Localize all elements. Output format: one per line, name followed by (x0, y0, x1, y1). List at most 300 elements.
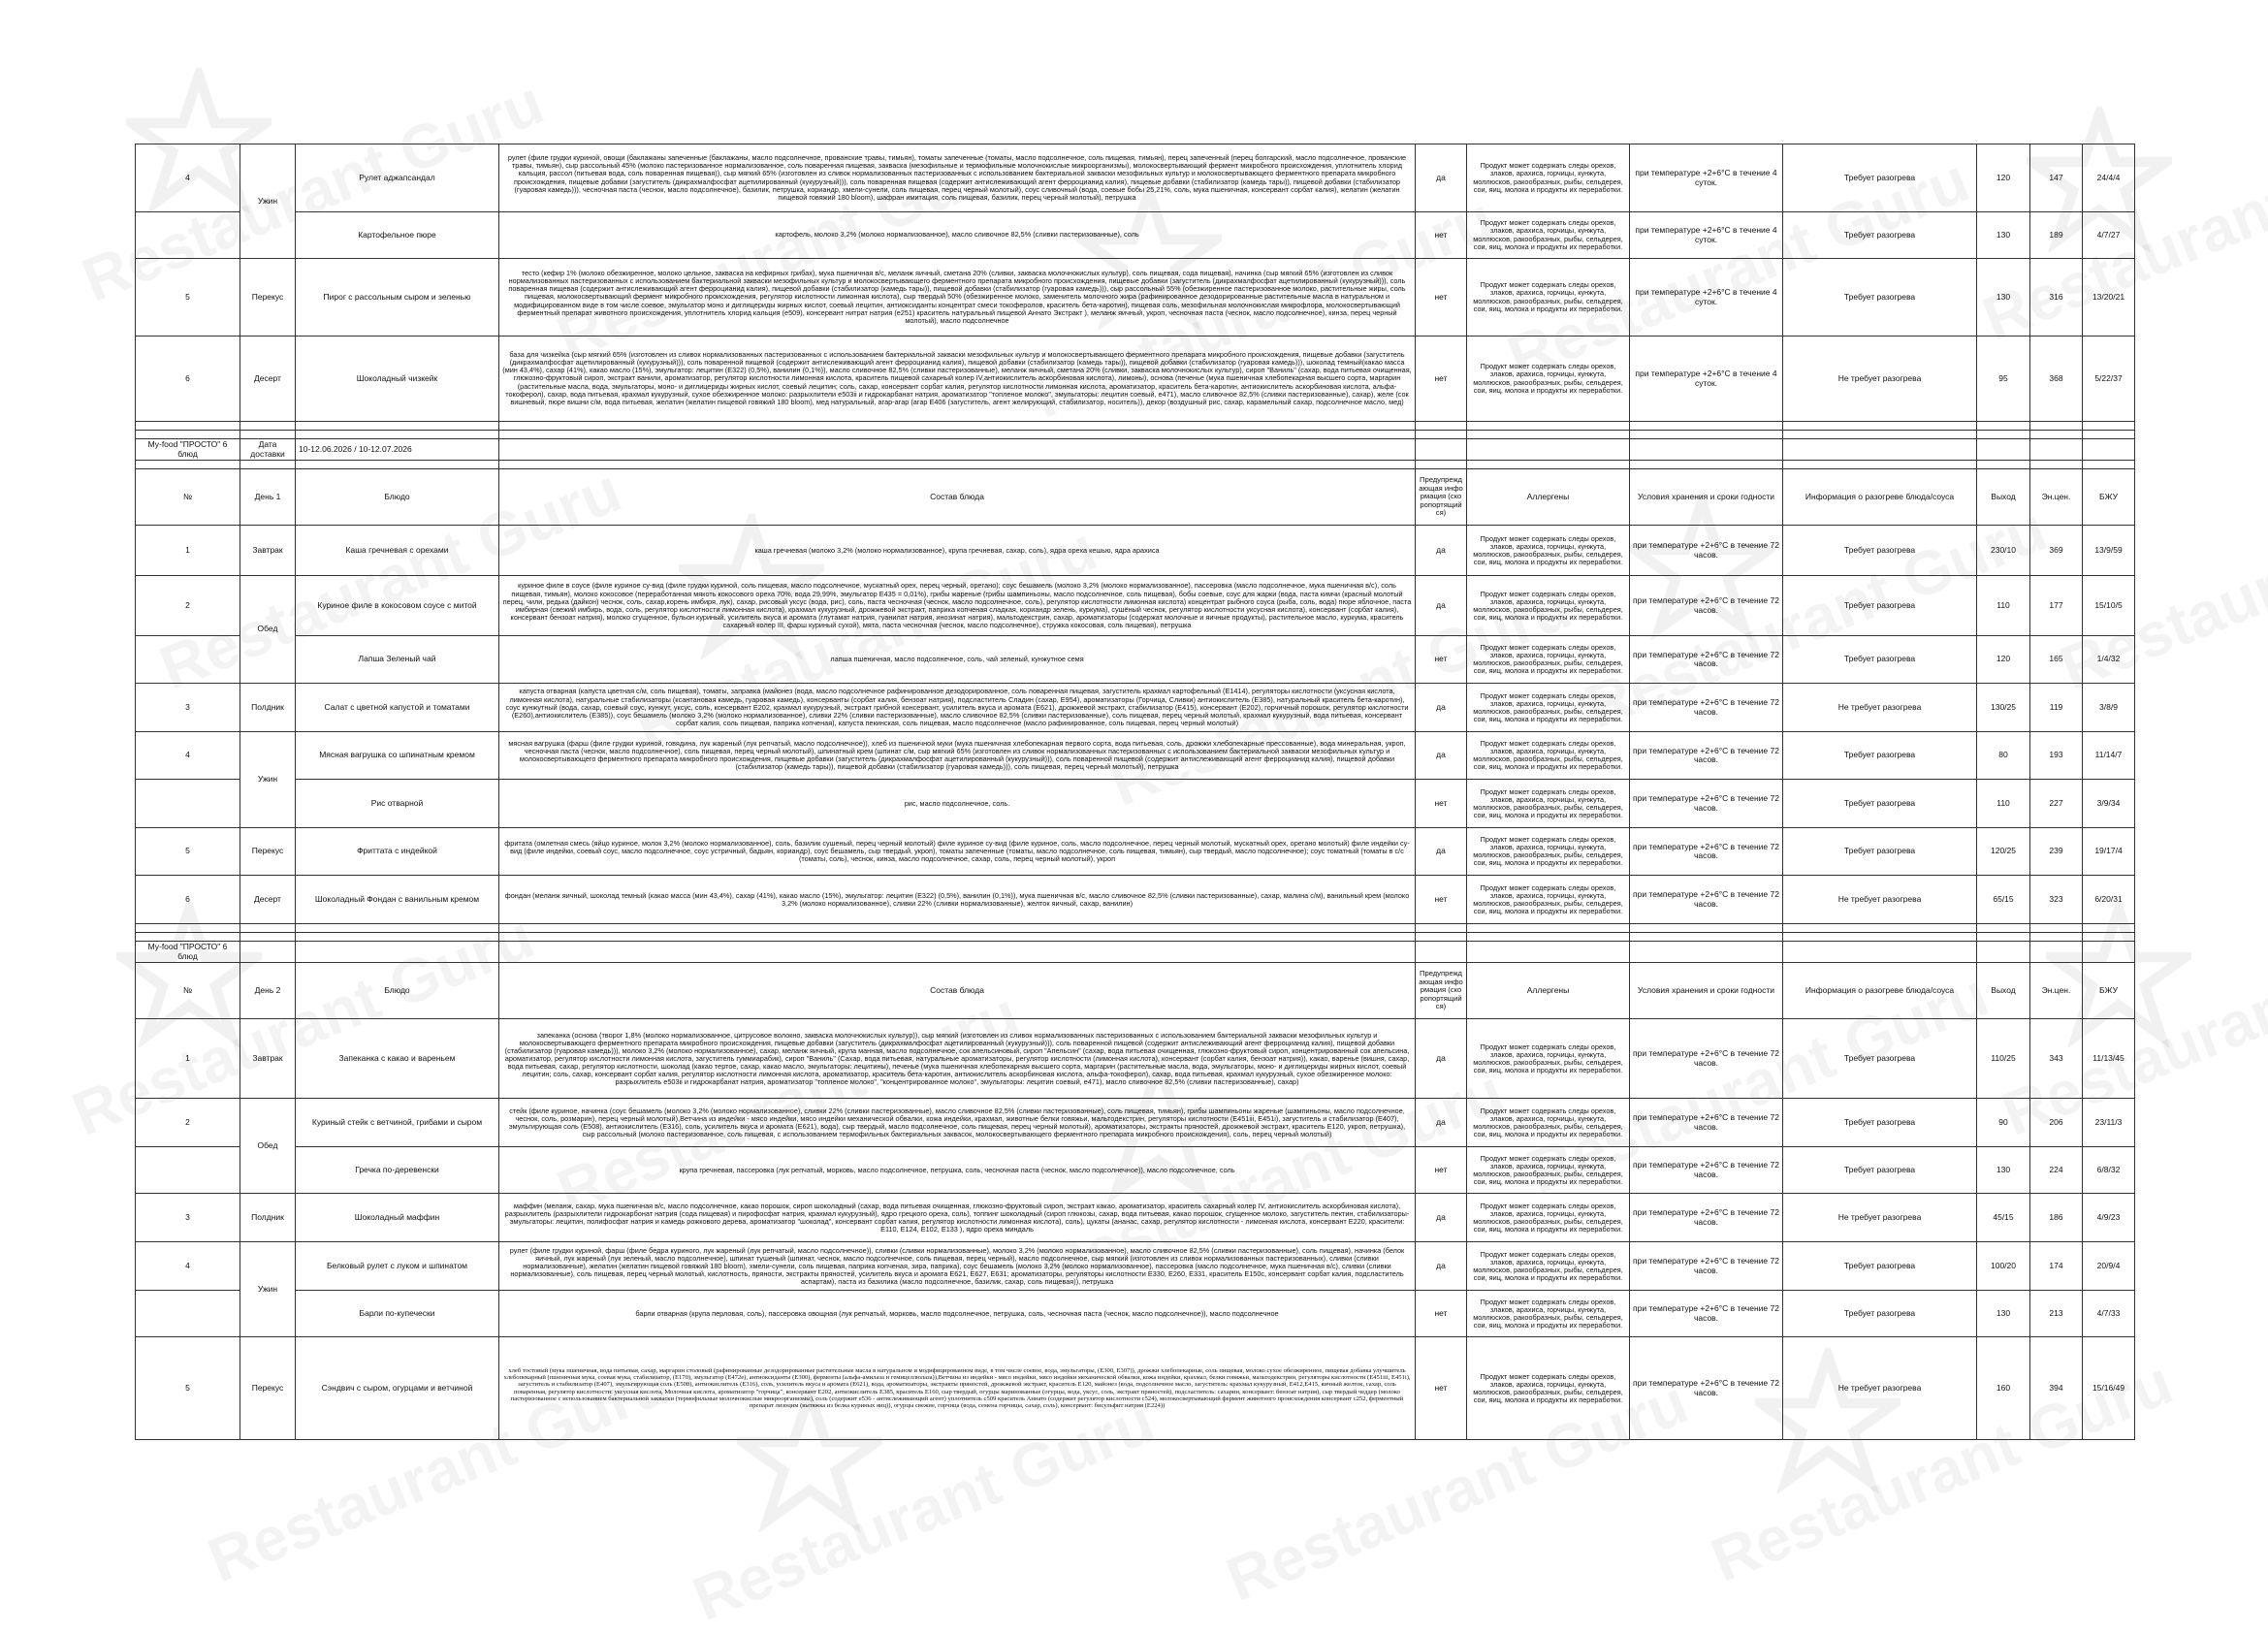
energy-value: 119 (2030, 684, 2083, 732)
dish-number: 2 (136, 1099, 240, 1147)
empty-cell (1467, 924, 1630, 933)
storage-conditions: при температуре +2+6°С в течение 72 часов. (1630, 1337, 1783, 1440)
dish-number: 6 (136, 337, 240, 422)
dish-number: 5 (136, 828, 240, 876)
storage-conditions: при температуре +2+6°С в течение 72 часов. (1630, 1147, 1783, 1194)
reheat-info: Требует разогрева (1783, 259, 1977, 337)
column-header-warning: Предупреждающая информация (скоропортящийся) (1416, 469, 1467, 526)
empty-cell (2083, 422, 2135, 431)
energy-value: 323 (2030, 876, 2083, 924)
meal-label: Ужин (240, 1242, 296, 1337)
bju-value: 13/20/21 (2083, 259, 2135, 337)
empty-cell (240, 431, 296, 439)
empty-cell (1783, 942, 1977, 963)
program-name: My-food "ПРОСТО" 6 блюд (136, 439, 240, 461)
yield-value: 130 (1977, 1291, 2030, 1337)
yield-value: 80 (1977, 732, 2030, 780)
allergens-text: Продукт может содержать следы орехов, злаков, арахиса, горчицы, кунжута, моллюсков, ракообразных, рыбы, сельдерея, сои, яиц, молока и продукты их переработки. (1467, 732, 1630, 780)
allergens-text: Продукт может содержать следы орехов, злаков, арахиса, горчицы, кунжута, моллюсков, ракообразных, рыбы, сельдерея, сои, яиц, молока и продукты их переработки. (1467, 337, 1630, 422)
empty-cell (1977, 933, 2030, 942)
dish-composition: рулет (филе грудки куриной, фарш (филе бедра куриного, лук жареный (лук репчатый, масло подсолнечное)), сливки (сливки нормализованные), молоко 3,2% (молоко нормализованное), масло сливочное 82,5% (сливки пастеризованные), соль пищевая), начинка (белок яичный, лук жареный (лук зеленый, масло подсолнечное), шпинат тушеный (шпинат, чеснок, масло подсолнечное, соль пищевая, перец черный), масло подсолнечное, сыр мягкий (изготовлен из сливок нормализованных пастеризованных), сливки (сливки нормализованные), желатин (желатин пищевой говяжий 180 bloom), хмели-сунели, соль пищевая, паприка копченая, зира, паприка), соус бешамель (молоко 3,2% (молоко нормализованное), пассеровка (масло подсолнечное, мука пшеничная в/с), сливки (сливки нормализованные), соль пищевая, перец черный молотый, кислотность, пряности, экстракты пряностей, усилитель вкуса и аромата E621, E627, E631; ароматизаторы, регуляторы кислотности E330, E260, E331, краситель E150c, консервант сорбат калия, подсластитель аспартам), паста из базилика (масло подсолнечное, базилик, сахар, соль пищевая)), петрушка (499, 1242, 1416, 1291)
dish-composition: капуста отварная (капуста цветная с/м, соль пищевая), томаты, заправка (майонез (вода, масло подсолнечное рафинированное дезодорированное, соль поваренная пищевая, загуститель крахмал картофельный (E1414), регуляторы кислотности (уксусная кислота, лимонная кислота), натуральные стабилизаторы (ксантановая камедь, гуаровая камедь), консерванты (сорбат калия, бензоат натрия), подсластитель Сладин (сахар, E954), ароматизаторы (Горчица, Сливки) антиокислитель (E385), натуральный краситель бета-каротин), соус кунжутный (вода, сахар, соевый соус, кунжут, уксус, соль, консервант E202, крахмал кукурузный, экстракт грибной консервант, усилитель вкуса и аромата (E621), дрожжевой экстракт, стабилизатор (E415), консервант (E202), горчичный порошок, регулятор кислотности (E260),антиокислитель (E385)), соус бешамель (молоко 3,2% (молоко нормализованное), сливки 22% (сливки пастеризованные), масло сливочное 82,5% (сливки пастеризованные), соль пищевая, перец черный молотый, крахмал кукурузный, вода питьевая, консервант сорбат калия, соль пищевая, паприка копченая), капуста пекинская, соль пищевая, масло подсолнечное (масло рафинированное, соль пищевая, перец черный молотый) (499, 684, 1416, 732)
empty-cell (240, 924, 296, 933)
column-header-composition: Состав блюда (499, 469, 1416, 526)
meal-label: Ужин (240, 732, 296, 828)
bju-value: 20/9/4 (2083, 1242, 2135, 1291)
bju-value: 3/9/34 (2083, 780, 2135, 828)
column-header-dish: Блюдо (296, 469, 499, 526)
empty-cell (1977, 461, 2030, 469)
yield-value: 230/10 (1977, 526, 2030, 576)
column-header-warning: Предупреждающая информация (скоропортящийся) (1416, 963, 1467, 1019)
column-header-energy: Эн.цен. (2030, 963, 2083, 1019)
bju-value: 19/17/4 (2083, 828, 2135, 876)
dish-composition: хлеб тостовый (мука пшеничная, вода питьевая, сахар, маргарин столовый (рафинированные дезодорированные растительные масла в натуральном и модифицированном виде, в том числе соевое, вода, эмульгаторы, (E300, E307)), дрожжи хлебопекарные, соль пищевая, молоко сухое обезжиренное, пищевая добавка улучшитель хлебопекарный (пшеничная мука, соевая мука, стабилизатор, (E170), эмульгатор (E472e), антиоксиданты (E300), ферменты (альфа-амилаза и гемицеллюлаза)),Ветчина из индейки - мясо индейки, мясо индейки механической обвалки, кожа индейки, крахмал, белки говяжьи, мальтодекстрин, регуляторы кислотности (E451iii, E451i), загуститель и стабилизатор (E407), эмульгирующая соль (E508), антиокислитель (E316), соль, усилитель вкуса и аромата (E621), вода, ароматизаторы, экстракты пряностей, дрожжевой экстракт, краситель E120, майонез (вода, подсолнечное масло, загуститель: крахмал кукурузный, E412,E415, яичный желток, сахар, соль поваренная, регулятор кислотности: уксусная кислота, Молочная кислота, ароматизатор "горчица", консервант Е202, антиокислитель Е385, краситель E160, сыр твердый, огурцы маринованные (огурцы, вода, уксус, соль, экстракт пряностей), подсластитель: сахарин, консервант: бензоат натрия), сыр твердый чеддер (молоко пастеризованное с использованием бактериальной закваски (термофильные молочнокислые микроорганизмы), соль (содержит е536 - антислеживающий агент) уплотнитель с509 краситель Аннато (содержит регулятор кислотности с524), молокосвертывающий фермент животного происхождения консервант с252, ферментный препарат лизоцим (вытяжка из белка куриных яиц)), огурцы свежие, горчица (вода, семена горчицы, сахар, соль), консервант: бисульфит натрия (E224)) (499, 1337, 1416, 1440)
dish-number (136, 636, 240, 684)
bju-value: 5/22/37 (2083, 337, 2135, 422)
perishable-flag: да (1416, 1194, 1467, 1242)
dish-number: 3 (136, 684, 240, 732)
meal-label: Завтрак (240, 1019, 296, 1099)
meal-label: Полдник (240, 1194, 296, 1242)
storage-conditions: при температуре +2+6°С в течение 72 часов. (1630, 684, 1783, 732)
table-row (136, 1019, 2135, 1099)
storage-conditions: при температуре +2+6°С в течение 72 часов. (1630, 1019, 1783, 1099)
yield-value: 110/25 (1977, 1019, 2030, 1099)
dish-composition: запеканка (основа (творог 1,8% (молоко нормализованное, цитрусовое волокно, закваска молочнокислых культур)), сыр мягкий (изготовлен из сливок нормализованных пастеризованных с использованием бактериальной закваски мезофильных культур и молокосвертывающего ферментного препарата микробного происхождения, пищевые добавки (загуститель (дикрахмалфосфат ацетилированный (кукурузный))), соль поваренной пищевой (содержит антислеживающий агент ферроцианид калия), пищевой добавки (стабилизатор (гуаровая камедь))), молоко 3,2% (молоко нормализованное), сахар, меланж яичный, крупа манная, масло подсолнечное, сок апельсиновый, сироп "Апельсин" (сахар, вода питьевая очищенная, глюкозно-фруктовый сироп, концентрированный сок апельсина, ароматизатор, регулятор кислотности лимонная кислота, загуститель гуммиарабик), сироп "Ваниль" (Сахар, вода питьевая, натуральные ароматизаторы, регулятор кислотности (лимонная кислота), консервант (сорбат калия, бензоат натрия)), какао, варенье (вишня, сахар, вода питьевая, сахар, регулятор кислотности, шоколад (какао тертое, сахар, какао масло, эмульгаторы: лецитины), печенье (мука пшеничная хлебопекарная высшего сорта, маргарин (растительные масла, вода, эмульгаторы, моно- и диглицериды жирных кислот, соевый лецитин; соль, сахар, консервант сорбат калия, регулятор кислотности лимонная кислота, ароматизатор, краситель бета-каротин, антиокислитель аскорбиновая кислота, альфа-токоферол), сахар, вода питьевая, крахмал кукурузный, сухое обезжиренное молоко: разрыхлитель e503ii и гидрокарбанат натрия, ароматизатор "топленое молоко", "концентрированное молоко", эмульгаторы: лецитин соевый, e471), масло сливочное 82,5% (сливки пастеризованные), сахар) (499, 1019, 1416, 1099)
allergens-text: Продукт может содержать следы орехов, злаков, арахиса, горчицы, кунжута, моллюсков, ракообразных, рыбы, сельдерея, сои, яиц, молока и продукты их переработки. (1467, 1147, 1630, 1194)
empty-cell (499, 439, 1416, 461)
dish-composition: рис, масло подсолнечное, соль. (499, 780, 1416, 828)
spacer-row (136, 431, 2135, 439)
menu-table (135, 144, 2135, 1440)
allergens-text: Продукт может содержать следы орехов, злаков, арахиса, горчицы, кунжута, моллюсков, ракообразных, рыбы, сельдерея, сои, яиц, молока и продукты их переработки. (1467, 876, 1630, 924)
perishable-flag: да (1416, 526, 1467, 576)
storage-conditions: при температуре +2+6°С в течение 4 суток. (1630, 212, 1783, 259)
storage-conditions: при температуре +2+6°С в течение 4 суток. (1630, 144, 1783, 212)
empty-cell (1977, 439, 2030, 461)
meal-label: Обед (240, 576, 296, 684)
energy-value: 165 (2030, 636, 2083, 684)
dish-composition: лапша пшеничная, масло подсолнечное, соль, чай зеленый, кунжутное семя (499, 636, 1416, 684)
perishable-flag: да (1416, 732, 1467, 780)
empty-cell (1630, 431, 1783, 439)
table-row (136, 576, 2135, 636)
dish-number: 5 (136, 1337, 240, 1440)
dish-number: 2 (136, 576, 240, 636)
empty-cell (1416, 924, 1467, 933)
empty-cell (296, 422, 499, 431)
empty-cell (296, 461, 499, 469)
dish-name: Фриттата с индейкой (296, 828, 499, 876)
table-row (136, 1291, 2135, 1337)
yield-value: 120 (1977, 636, 2030, 684)
empty-cell (1783, 924, 1977, 933)
column-header-storage: Условия хранения и сроки годности (1630, 963, 1783, 1019)
empty-cell (499, 933, 1416, 942)
dish-composition: мясная вагрушка (фарш (филе грудки куриной, говядина, лук жареный (лук репчатый, масло подсолнечное)), хлеб из пшеничной муки (мука пшеничная хлебопекарная первого сорта, вода питьевая, соль, дрожжи хлебопекарные прессованные), вода минеральная, укроп, чесночная паста (чеснок, масло подсолнечное), соль пищевая, перец черный молотый), шпинатный крем (шпинат с/м, сыр мягкий 65% (изготовлен из сливок нормализованных пастеризованных с использованием бактериальной закваски мезофильных культур и молокосвертывающего ферментного препарата микробного происхождения, пищевые добавки (загуститель (дикрахмалфосфат ацетилированный (кукурузный))), соль поваренной пищевой (содержит антислеживающий агент ферроцианид калия), пищевой добавки (стабилизатор (камедь тары)), пищевой добавки (стабилизатор (гуаровая камедь))), соль пищевая, перец черный молотый), петрушка (499, 732, 1416, 780)
empty-cell (1467, 933, 1630, 942)
perishable-flag: нет (1416, 337, 1467, 422)
allergens-text: Продукт может содержать следы орехов, злаков, арахиса, горчицы, кунжута, моллюсков, ракообразных, рыбы, сельдерея, сои, яиц, молока и продукты их переработки. (1467, 1099, 1630, 1147)
empty-cell (1977, 924, 2030, 933)
empty-cell (1630, 933, 1783, 942)
empty-cell (499, 942, 1416, 963)
yield-value: 130/25 (1977, 684, 2030, 732)
reheat-info: Требует разогрева (1783, 1242, 1977, 1291)
meal-label: Завтрак (240, 526, 296, 576)
table-row (136, 1099, 2135, 1147)
meal-label: Перекус (240, 1337, 296, 1440)
storage-conditions: при температуре +2+6°С в течение 4 суток. (1630, 259, 1783, 337)
empty-cell (1416, 461, 1467, 469)
column-header-dish: Блюдо (296, 963, 499, 1019)
column-header-yield: Выход (1977, 963, 2030, 1019)
dish-name: Гречка по-деревенски (296, 1147, 499, 1194)
reheat-info: Требует разогрева (1783, 212, 1977, 259)
empty-cell (136, 933, 240, 942)
dish-composition: куриное филе в соусе (филе куриное су-вид (филе грудки куриной, соль пищевая, масло подсолнечное, мускатный орех, перец черный, орегано); соус бешамель (молоко 3,2% (молоко нормализованное), пассеровка (масло подсолнечное, мука пшеничная в/с), соль пищевая, тимьян), молоко кокосовое (переработанная мякоть кокосового ореха 70%, вода 29,99%, эмульгатор E435 = 0,01%), грибы жареные (грибы шампиньоны, масло подсолнечное, соль пищевая), бобы соевые, соус для жарки (вода, паста кимчи (красный молотый перец, чили, редька (дайкон) чеснок, соль, сахар,корень имбиря, лук), сахар, рисовый уксус (вода, рис), соль, паста чесночная (чеснок, масло подсолнечное, соль), регулятор кислотности лимонная кислота) концентрат рыбного соуса (рыба, соль, вода) пюре яблочное, паста имбирная (свежий имбирь, вода, соль, регулятор кислотности лимонная кислота), крахмал кукурузный, дрожжевой экстракт, паприка копченая сладкая, кориандр зелень, куркума), сушёный чеснок, регулятор кислотности уксусная кислота), консервант (сорбат калия), консервант бензоат натрия), молоко сгущенное, бульон куриный, усилитель вкуса и аромата (глутамат натрия, гуанилат натрия, инозинат натрия), мальтодекстрин, сахар, ароматизаторы (содержат молочные и яичные продукты), растительное масло, куркума, краситель сахарный колер III, фарш куриный сухой), мята, паста чесночная (чеснок, масло подсолнечное), стружка кокосовая, соль пищевая), петрушка (499, 576, 1416, 636)
empty-cell (1630, 942, 1783, 963)
dish-composition: маффин (меланж, сахар, мука пшеничная в/с, масло подсолнечное, какао порошок, сироп шоколадный (сахар, вода питьевая очищенная, глюкозно-фруктовый сироп, экстракт какао, ароматизатор, краситель сахарный колер IV, антиокислитель аскорбиновая кислота), разрыхлитель (разрыхлители гидрокарбонат натрия (сода пищевая) и пирофосфат натрия, крахмал кукурузный), ядро грецкого ореха, соль), топпинг шоколадный (сироп глюкозы, сахар, вода питьевая, какао порошок, сгущенное молоко, загуститель пектин, стабилизаторы-эмульгаторы: лецитин, полифосфат натрия и камедь рожкового дерева, ароматизатор "шоколад", консервант сорбат калия, регулятор кислотности лимонная кислота), соль), цукаты (ананас, сахар, регулятор кислотности - лимонная кислота, консервант E220, красители: E110, E124, E102, E133 ), ядро ореха миндаль (499, 1194, 1416, 1242)
storage-conditions: при температуре +2+6°С в течение 72 часов. (1630, 636, 1783, 684)
dish-name: Рулет аджапсандал (296, 144, 499, 212)
reheat-info: Требует разогрева (1783, 1291, 1977, 1337)
column-header-yield: Выход (1977, 469, 2030, 526)
empty-cell (2030, 422, 2083, 431)
dish-composition: рулет (филе грудки куриной, овощи (баклажаны запеченные (баклажаны, масло подсолнечное, прованские травы, тимьян), томаты запеченные (томаты, масло подсолнечное, соль пищевая, тимьян), перец запеченный (перец болгарский, масло подсолнечное, прованские травы, тимьян), сыр рассольный 45% (молоко пастеризованное нормализованное, соль поваренная пищевая, закваска (мезофильные и термофильные молочнокислые микроорганизмы), молокосвертывающий фермент микробного происхождения, уплотнитель хлорид кальция, рассол (питьевая вода, соль поваренная пищевая)), сыр мягкий 65% (изготовлен из сливок нормализованных пастеризованных с использованием бактериальной закваски мезофильных культур и молокосвертывающего ферментного препарата микробного происхождения, пищевые добавки (загуститель (дикрахмалфосфат ацетилированный (кукурузный))), соль поваренная пищевая (содержит антислеживающий агент ферроцианид калия), пищевые добавки (стабилизатор (камедь тары)), пищевой добавки (стабилизатор (гуаровая камедь))), чесночная паста (чеснок, масло подсолнечное), базилик, петрушка, кориандр, хмели-сунели, соль пищевая, перец черный молотый), соус сливочный (вода, соевые бобы 25,21%, соль, мука пшеничная, консервант сорбат калия), желатин (желатин пищевой говяжий 180 bloom), шафран имитация, соль пищевая, базилик, перец черный молотый), петрушка (499, 144, 1416, 212)
empty-cell (1416, 431, 1467, 439)
column-header-storage: Условия хранения и сроки годности (1630, 469, 1783, 526)
allergens-text: Продукт может содержать следы орехов, злаков, арахиса, горчицы, кунжута, моллюсков, ракообразных, рыбы, сельдерея, сои, яиц, молока и продукты их переработки. (1467, 259, 1630, 337)
dish-number: 3 (136, 1194, 240, 1242)
energy-value: 147 (2030, 144, 2083, 212)
empty-cell (1783, 933, 1977, 942)
yield-value: 120/25 (1977, 828, 2030, 876)
allergens-text: Продукт может содержать следы орехов, злаков, арахиса, горчицы, кунжута, моллюсков, ракообразных, рыбы, сельдерея, сои, яиц, молока и продукты их переработки. (1467, 684, 1630, 732)
storage-conditions: при температуре +2+6°С в течение 4 суток. (1630, 337, 1783, 422)
empty-cell (136, 431, 240, 439)
dish-number: 1 (136, 1019, 240, 1099)
empty-cell (1416, 933, 1467, 942)
column-header-num: № (136, 469, 240, 526)
table-row (136, 876, 2135, 924)
table-row (136, 1147, 2135, 1194)
storage-conditions: при температуре +2+6°С в течение 72 часов. (1630, 1099, 1783, 1147)
reheat-info: Не требует разогрева (1783, 337, 1977, 422)
dish-name: Салат с цветной капустой и томатами (296, 684, 499, 732)
dish-name: Запеканка с какао и вареньем (296, 1019, 499, 1099)
yield-value: 110 (1977, 780, 2030, 828)
energy-value: 369 (2030, 526, 2083, 576)
empty-cell (2083, 942, 2135, 963)
day-label: День 2 (240, 963, 296, 1019)
empty-cell (2083, 924, 2135, 933)
reheat-info: Не требует разогрева (1783, 876, 1977, 924)
empty-cell (1783, 431, 1977, 439)
reheat-info: Требует разогрева (1783, 1019, 1977, 1099)
table-row (136, 828, 2135, 876)
empty-cell (1467, 422, 1630, 431)
perishable-flag: да (1416, 828, 1467, 876)
dish-composition: крупа гречневая, пассеровка (лук репчатый, морковь, масло подсолнечное, петрушка, соль, чесночная паста (чеснок, масло подсолнечное)), масло подсолнечное, соль (499, 1147, 1416, 1194)
reheat-info: Требует разогрева (1783, 780, 1977, 828)
yield-value: 90 (1977, 1099, 2030, 1147)
bju-value: 24/4/4 (2083, 144, 2135, 212)
dish-name: Шоколадный маффин (296, 1194, 499, 1242)
program-row (136, 439, 2135, 461)
dish-number (136, 780, 240, 828)
allergens-text: Продукт может содержать следы орехов, злаков, арахиса, горчицы, кунжута, моллюсков, ракообразных, рыбы, сельдерея, сои, яиц, молока и продукты их переработки. (1467, 780, 1630, 828)
perishable-flag: да (1416, 1242, 1467, 1291)
dish-name: Шоколадный чизкейк (296, 337, 499, 422)
meal-label: Перекус (240, 828, 296, 876)
allergens-text: Продукт может содержать следы орехов, злаков, арахиса, горчицы, кунжута, моллюсков, ракообразных, рыбы, сельдерея, сои, яиц, молока и продукты их переработки. (1467, 1194, 1630, 1242)
empty-cell (1467, 461, 1630, 469)
column-header-reheat: Информация о разогреве блюда/соуса (1783, 963, 1977, 1019)
bju-value: 15/10/5 (2083, 576, 2135, 636)
perishable-flag: нет (1416, 636, 1467, 684)
empty-cell (136, 422, 240, 431)
yield-value: 110 (1977, 576, 2030, 636)
reheat-info: Требует разогрева (1783, 1099, 1977, 1147)
dish-number: 5 (136, 259, 240, 337)
dish-name: Мясная вагрушка со шпинатным кремом (296, 732, 499, 780)
reheat-info: Не требует разогрева (1783, 684, 1977, 732)
yield-value: 130 (1977, 259, 2030, 337)
energy-value: 186 (2030, 1194, 2083, 1242)
dish-number (136, 1291, 240, 1337)
dish-composition: фритата (омлетная смесь (яйцо куриное, молок 3,2% (молоко нормализованное), соль, базилик сушеный, перец черный молотый) филе куриное су-вид (филе куриное, соль, масло подсолнечное, перец черный молотый, мускатный орех, орегано молотый) филе индейки су-вид (филе индейки, соевый соус, масло подсолнечное, соус устричный, бадьян, кориандр), соус бешамель, сыр твердый, укроп), томаты запеченные (томаты, масло подсолнечное, соль пищевая, тимьян), сыр твердый, масло подсолнечное); соус томатный (томаты в с/с (томаты, соль), чеснок, кинза, масло подсолнечное, сахар, соль, перец черный молотый), укроп (499, 828, 1416, 876)
energy-value: 224 (2030, 1147, 2083, 1194)
column-header-num: № (136, 963, 240, 1019)
energy-value: 394 (2030, 1337, 2083, 1440)
delivery-date-label: Дата доставки (240, 439, 296, 461)
dish-composition: каша гречневая (молоко 3,2% (молоко нормализованное), крупа гречневая, сахар, соль), ядра ореха кешью, ядра арахиса (499, 526, 1416, 576)
reheat-info: Требует разогрева (1783, 636, 1977, 684)
column-header-energy: Эн.цен. (2030, 469, 2083, 526)
yield-value: 130 (1977, 212, 2030, 259)
bju-value: 6/20/31 (2083, 876, 2135, 924)
allergens-text: Продукт может содержать следы орехов, злаков, арахиса, горчицы, кунжута, моллюсков, ракообразных, рыбы, сельдерея, сои, яиц, молока и продукты их переработки. (1467, 1291, 1630, 1337)
spacer-row (136, 924, 2135, 933)
empty-cell (1977, 422, 2030, 431)
reheat-info: Требует разогрева (1783, 526, 1977, 576)
table-row (136, 1242, 2135, 1291)
dish-name: Шоколадный Фондан с ванильным кремом (296, 876, 499, 924)
table-row (136, 259, 2135, 337)
empty-cell (296, 431, 499, 439)
empty-cell (2083, 431, 2135, 439)
table-row (136, 337, 2135, 422)
perishable-flag: нет (1416, 1147, 1467, 1194)
column-header-allergens: Аллергены (1467, 469, 1630, 526)
empty-cell (1467, 439, 1630, 461)
bju-value: 3/8/9 (2083, 684, 2135, 732)
dish-name: Рис отварной (296, 780, 499, 828)
meal-label: Ужин (240, 144, 296, 259)
perishable-flag: нет (1416, 212, 1467, 259)
dish-name: Каша гречневая с орехами (296, 526, 499, 576)
empty-cell (1977, 942, 2030, 963)
empty-cell (499, 422, 1416, 431)
spacer-row (136, 461, 2135, 469)
column-header-bju: БЖУ (2083, 469, 2135, 526)
energy-value: 316 (2030, 259, 2083, 337)
empty-cell (240, 422, 296, 431)
dish-number: 4 (136, 1242, 240, 1291)
perishable-flag: нет (1416, 1337, 1467, 1440)
dish-composition: барли отварная (крупа перловая, соль), пассеровка овощная (лук репчатый, морковь, масло подсолнечное, петрушка, соль, чесночная паста (чеснок, масло подсолнечное)), масло подсолнечное (499, 1291, 1416, 1337)
allergens-text: Продукт может содержать следы орехов, злаков, арахиса, горчицы, кунжута, моллюсков, ракообразных, рыбы, сельдерея, сои, яиц, молока и продукты их переработки. (1467, 1242, 1630, 1291)
empty-cell (240, 461, 296, 469)
energy-value: 177 (2030, 576, 2083, 636)
storage-conditions: при температуре +2+6°С в течение 72 часов. (1630, 828, 1783, 876)
empty-cell (2030, 942, 2083, 963)
allergens-text: Продукт может содержать следы орехов, злаков, арахиса, горчицы, кунжута, моллюсков, ракообразных, рыбы, сельдерея, сои, яиц, молока и продукты их переработки. (1467, 576, 1630, 636)
empty-cell (499, 461, 1416, 469)
empty-cell (296, 933, 499, 942)
dish-name: Барли по-купечески (296, 1291, 499, 1337)
table-row (136, 636, 2135, 684)
dish-number (136, 212, 240, 259)
bju-value: 4/9/23 (2083, 1194, 2135, 1242)
program-row (136, 942, 2135, 963)
energy-value: 343 (2030, 1019, 2083, 1099)
empty-cell (1467, 942, 1630, 963)
perishable-flag: нет (1416, 1291, 1467, 1337)
dish-number: 1 (136, 526, 240, 576)
energy-value: 368 (2030, 337, 2083, 422)
bju-value: 23/11/3 (2083, 1099, 2135, 1147)
empty-cell (1416, 439, 1467, 461)
perishable-flag: да (1416, 1019, 1467, 1099)
storage-conditions: при температуре +2+6°С в течение 72 часов. (1630, 576, 1783, 636)
empty-cell (2030, 461, 2083, 469)
empty-cell (1630, 422, 1783, 431)
empty-cell (2030, 933, 2083, 942)
empty-cell (2083, 461, 2135, 469)
reheat-info: Не требует разогрева (1783, 1337, 1977, 1440)
perishable-flag: нет (1416, 876, 1467, 924)
dish-name: Пирог с рассольным сыром и зеленью (296, 259, 499, 337)
dish-number: 4 (136, 144, 240, 212)
storage-conditions: при температуре +2+6°С в течение 72 часов. (1630, 1291, 1783, 1337)
yield-value: 120 (1977, 144, 2030, 212)
empty-cell (1977, 431, 2030, 439)
dish-number: 6 (136, 876, 240, 924)
bju-value: 4/7/27 (2083, 212, 2135, 259)
empty-cell (1783, 439, 1977, 461)
empty-cell (499, 431, 1416, 439)
empty-cell (136, 924, 240, 933)
empty-cell (1630, 439, 1783, 461)
meal-label: Десерт (240, 876, 296, 924)
program-name: My-food "ПРОСТО" 6 блюд (136, 942, 240, 963)
bju-value: 11/14/7 (2083, 732, 2135, 780)
allergens-text: Продукт может содержать следы орехов, злаков, арахиса, горчицы, кунжута, моллюсков, ракообразных, рыбы, сельдерея, сои, яиц, молока и продукты их переработки. (1467, 526, 1630, 576)
bju-value: 1/4/32 (2083, 636, 2135, 684)
energy-value: 189 (2030, 212, 2083, 259)
allergens-text: Продукт может содержать следы орехов, злаков, арахиса, горчицы, кунжута, моллюсков, ракообразных, рыбы, сельдерея, сои, яиц, молока и продукты их переработки. (1467, 212, 1630, 259)
empty-cell (296, 924, 499, 933)
perishable-flag: нет (1416, 259, 1467, 337)
dish-composition: картофель, молоко 3,2% (молоко нормализованное), масло сливочное 82,5% (сливки пастеризованные), соль (499, 212, 1416, 259)
storage-conditions: при температуре +2+6°С в течение 72 часов. (1630, 1194, 1783, 1242)
allergens-text: Продукт может содержать следы орехов, злаков, арахиса, горчицы, кунжута, моллюсков, ракообразных, рыбы, сельдерея, сои, яиц, молока и продукты их переработки. (1467, 144, 1630, 212)
meal-label: Полдник (240, 684, 296, 732)
bju-value: 4/7/33 (2083, 1291, 2135, 1337)
empty-cell (240, 933, 296, 942)
bju-value: 15/16/49 (2083, 1337, 2135, 1440)
energy-value: 206 (2030, 1099, 2083, 1147)
spacer-row (136, 422, 2135, 431)
dish-composition: фондан (меланж яичный, шоколад темный (какао масса (мин 43,4%), сахар (41%), какао масло (15%), эмульгатор: лецитин (E322) (0,5%), ванилин (0,1%)), мука пшеничная в/с, масло сливочное 82,5% (сливки пастеризованные), сахар, малина с/м), ванильный крем (молоко 3,2% (молоко нормализованное), сливки 22% (сливки нормализованные), желток яичный, сахар, ванилин) (499, 876, 1416, 924)
column-header-reheat: Информация о разогреве блюда/соуса (1783, 469, 1977, 526)
spacer-row (136, 933, 2135, 942)
perishable-flag: да (1416, 144, 1467, 212)
dish-composition: стейк (филе куриное, начинка (соус бешамель (молоко 3,2% (молоко нормализованное), сливки 22% (сливки пастеризованные), масло сливочное 82,5% (сливки пастеризованные), соль пищевая, тимьян), грибы шампиньоны жареные (шампиньоны, масло подсолнечное, чеснок, соль, розмарин), перец черный молотый),Ветчина из индейки - мясо индейки, мясо индейки механической обвалки, кожа индейки, крахмал, животные белки говяжьи, мальтодекстрин, регуляторы кислотности (E451iii, E451i), загуститель и стабилизатор (E407), эмульгирующая соль (E508), антиокислитель (E316), соль, усилитель вкуса и аромата (E621), вода), сыр твердый, масло подсолнечное, соль пищевая, перец черный молотый), ароматизаторы, экстракты пряностей, дрожжевой экстракт, краситель E120, укроп, петрушка), сыр рассольный (молоко пастеризованное, соль пищевая, с использованием термофильных бактериальных заквасок, молокосвертывающего ферментного препарата микробного происхождения), соль, перец черный молотый) (499, 1099, 1416, 1147)
storage-conditions: при температуре +2+6°С в течение 72 часов. (1630, 876, 1783, 924)
yield-value: 100/20 (1977, 1242, 2030, 1291)
energy-value: 193 (2030, 732, 2083, 780)
energy-value: 227 (2030, 780, 2083, 828)
empty-cell (136, 461, 240, 469)
empty-cell (1416, 422, 1467, 431)
empty-cell (1416, 942, 1467, 963)
reheat-info: Требует разогрева (1783, 144, 1977, 212)
dish-name: Куриное филе в кокосовом соусе с митой (296, 576, 499, 636)
reheat-info: Требует разогрева (1783, 1147, 1977, 1194)
dish-name: Белковый рулет с луком и шпинатом (296, 1242, 499, 1291)
column-header-bju: БЖУ (2083, 963, 2135, 1019)
storage-conditions: при температуре +2+6°С в течение 72 часов. (1630, 780, 1783, 828)
yield-value: 160 (1977, 1337, 2030, 1440)
table-row (136, 212, 2135, 259)
perishable-flag: да (1416, 684, 1467, 732)
empty-cell (1630, 924, 1783, 933)
allergens-text: Продукт может содержать следы орехов, злаков, арахиса, горчицы, кунжута, моллюсков, ракообразных, рыбы, сельдерея, сои, яиц, молока и продукты их переработки. (1467, 636, 1630, 684)
delivery-dates: 10-12.06.2026 / 10-12.07.2026 (296, 439, 499, 461)
empty-cell (2030, 924, 2083, 933)
day-label: День 1 (240, 469, 296, 526)
meal-label: Обед (240, 1099, 296, 1194)
dish-name: Сэндвич с сыром, огурцами и ветчиной (296, 1337, 499, 1440)
table-row (136, 684, 2135, 732)
table-row (136, 526, 2135, 576)
yield-value: 130 (1977, 1147, 2030, 1194)
empty-cell (1630, 461, 1783, 469)
empty-cell (296, 942, 499, 963)
dish-name: Картофельное пюре (296, 212, 499, 259)
header-row (136, 469, 2135, 526)
table-row (136, 1194, 2135, 1242)
dish-name: Лапша Зеленый чай (296, 636, 499, 684)
perishable-flag: нет (1416, 780, 1467, 828)
empty-cell (1783, 461, 1977, 469)
storage-conditions: при температуре +2+6°С в течение 72 часов. (1630, 1242, 1783, 1291)
empty-cell (2030, 431, 2083, 439)
empty-cell (499, 924, 1416, 933)
meal-label: Десерт (240, 337, 296, 422)
reheat-info: Требует разогрева (1783, 576, 1977, 636)
dish-name: Куриный стейк с ветчиной, грибами и сыром (296, 1099, 499, 1147)
storage-conditions: при температуре +2+6°С в течение 72 часов. (1630, 732, 1783, 780)
meal-label: Перекус (240, 259, 296, 337)
reheat-info: Требует разогрева (1783, 732, 1977, 780)
allergens-text: Продукт может содержать следы орехов, злаков, арахиса, горчицы, кунжута, моллюсков, ракообразных, рыбы, сельдерея, сои, яиц, молока и продукты их переработки. (1467, 1337, 1630, 1440)
column-header-allergens: Аллергены (1467, 963, 1630, 1019)
